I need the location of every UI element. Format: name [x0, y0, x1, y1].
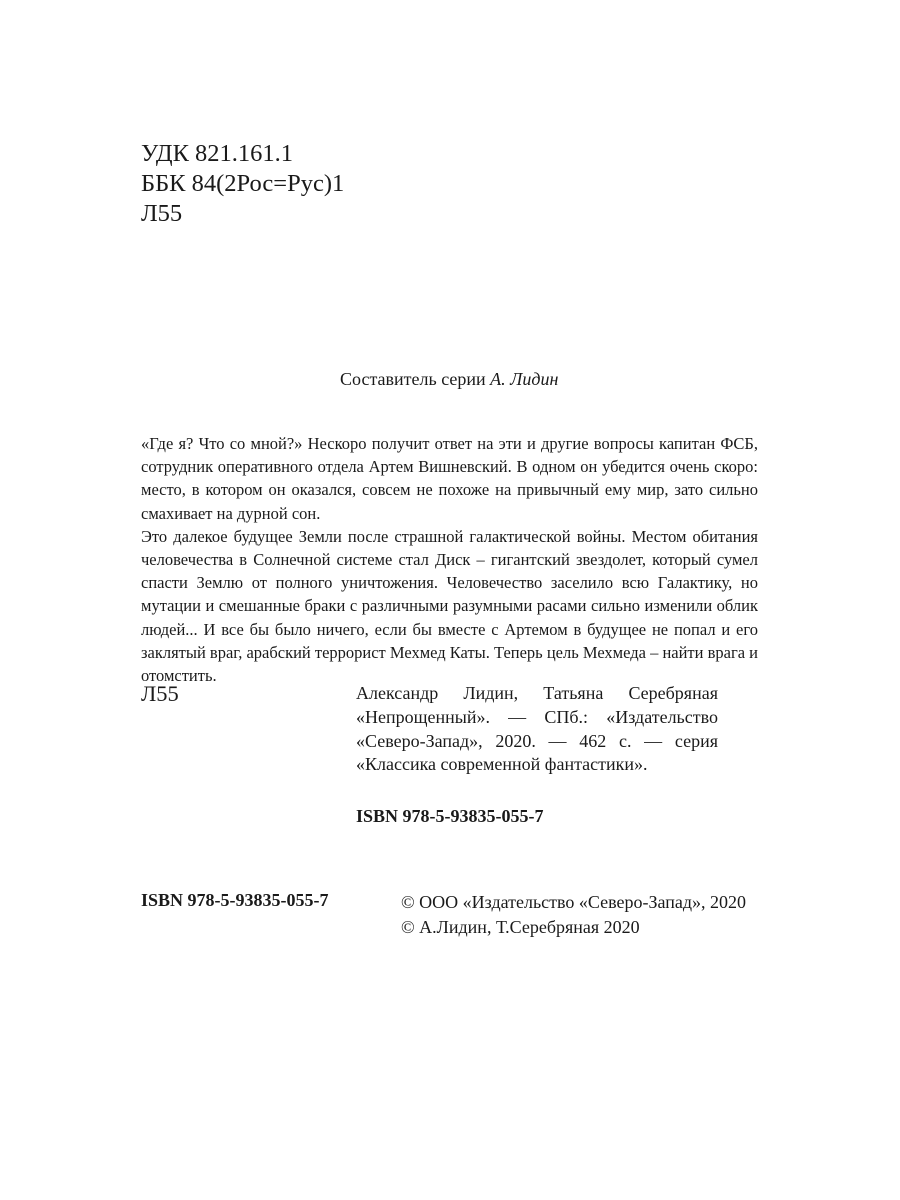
author-mark-top: Л55 [141, 200, 183, 227]
classification-codes [141, 139, 344, 229]
series-compiler-name: А. Лидин [490, 369, 559, 389]
biblio-line: «Классика современной фантастики». [356, 754, 648, 775]
isbn-footer: ISBN 978-5-93835-055-7 [141, 890, 329, 910]
biblio-line: «Непрощенный». — СПб.: «Издательство [356, 706, 718, 727]
series-compiler [340, 369, 558, 390]
biblio-line: «Северо-Запад», 2020. — 462 с. — серия [356, 730, 718, 751]
annotation [141, 432, 758, 687]
annotation-paragraph-2: Это далекое будущее Земли после страшной галактической войны. Местом обитания человечества в Солнечной системе стал Диск – гигантский звездолет, который сумел спасти Землю от полного уничтожения. Человечество заселило всю Галактику, но мутации и смешанные браки с различными разумными расами сильно изменили облик людей... И все бы было ничего, если бы вместе с Артемом в будущее не попал и его заклятый враг, арабский террорист Мехмед Каты. Теперь цель Мехмеда – найти врага и отомстить. [141, 526, 759, 686]
copyright-publisher: © ООО «Издательство «Северо-Запад», 2020 [401, 892, 747, 912]
annotation-paragraph-1: «Где я? Что со мной?» Нескоро получит ответ на эти и другие вопросы капитан ФСБ, сотрудник оперативного отдела Артем Вишневский. В одном он убедится очень скоро: место, в котором он оказался, совсем не похоже на привычный ему мир, зато сильно смахивает на дурной сон. [141, 434, 758, 523]
bbk-code: ББК 84(2Рос=Рус)1 [141, 170, 345, 197]
bibliographic-description [356, 682, 718, 777]
series-compiler-label: Составитель серии [340, 369, 486, 389]
biblio-line: Александр Лидин, Татьяна Серебряная [356, 683, 718, 703]
author-mark: Л55 [141, 681, 179, 706]
copyright-authors: © А.Лидин, Т.Серебряная 2020 [401, 917, 640, 937]
isbn-main: ISBN 978-5-93835-055-7 [356, 806, 544, 826]
udk-code: УДК 821.161.1 [141, 140, 294, 167]
copyright-notices [401, 890, 746, 940]
